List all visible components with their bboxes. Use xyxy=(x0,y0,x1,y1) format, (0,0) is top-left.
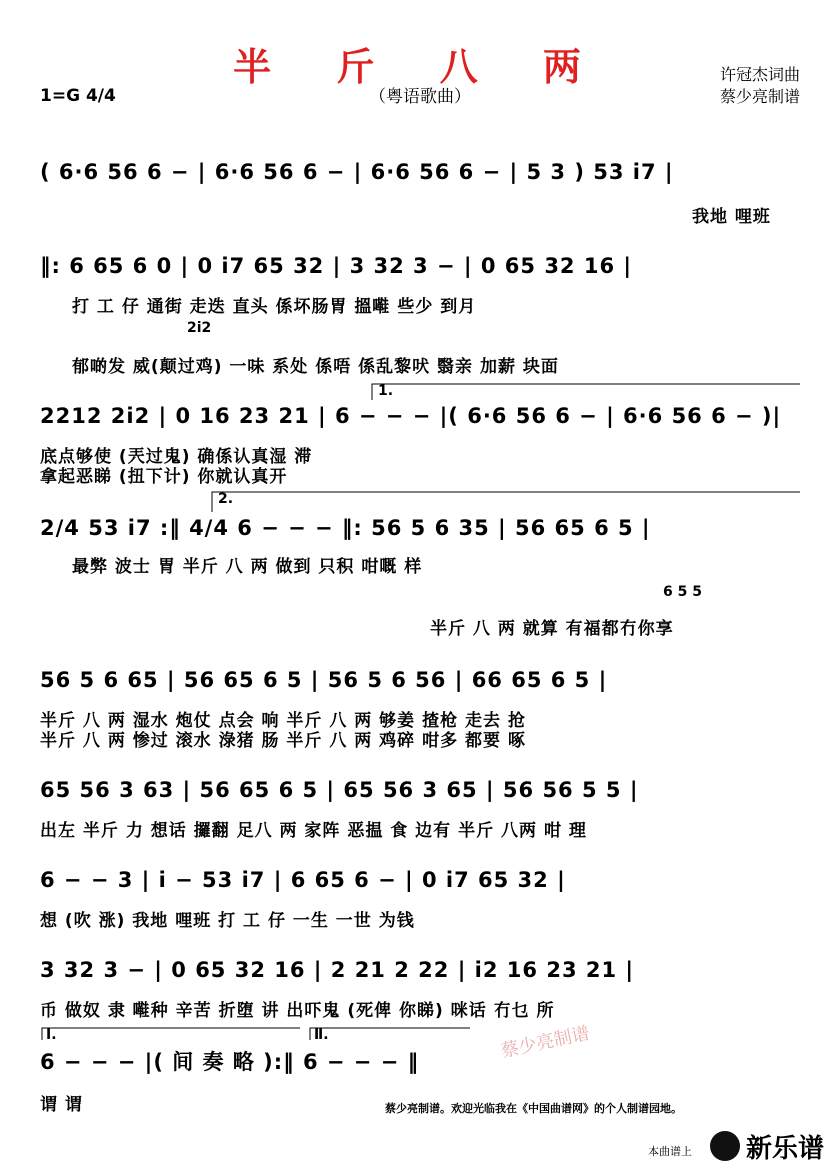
lyrics-line-2: 打 工 仔 通街 走迭 直头 係坏肠胃 搵嚡 些少 到月 xyxy=(72,297,477,317)
lyrics-line-4a: 底点够使 (兲过鬼) 确係认真湿 滞 xyxy=(40,447,313,467)
credit-score: 蔡少亮制谱 xyxy=(719,87,800,106)
notation-line-8: 65 56 3 63 | 56 65 6 5 | 65 56 3 65 | 56 56 5 5 | xyxy=(40,778,639,802)
lyrics-line-7a: 半斤 八 两 湿水 炮仗 点会 响 半斤 八 两 够姜 揸枪 走去 抢 xyxy=(40,711,526,731)
volta-label-2: 2. xyxy=(218,491,234,507)
key-signature: 1=G 4/4 xyxy=(40,86,116,106)
brand-prefix: 本曲谱上 xyxy=(648,1145,692,1158)
grace-notes-6: 6 5 5 xyxy=(663,584,702,600)
volta-bracket-i xyxy=(42,1028,300,1040)
lyrics-line-11: 谓 谓 xyxy=(40,1095,83,1115)
lyrics-line-5: 最弊 波士 胃 半斤 八 两 做到 只积 咁嘅 样 xyxy=(72,557,423,577)
lyrics-line-3: 郁啲发 威(颠过鸡) 一味 系处 係唔 係乱黎吠 翳亲 加薪 块面 xyxy=(72,357,559,377)
notation-line-5: 2/4 53 i7 :‖ 4/4 6 − − − ‖: 56 5 6 35 | 56 65 6 5 | xyxy=(40,516,651,540)
grace-notes-3: 2i2 xyxy=(187,320,212,336)
lyrics-line-6: 半斤 八 两 就算 有福都冇你享 xyxy=(430,619,674,639)
volta-label-1: 1. xyxy=(378,383,394,399)
watermark: 蔡少亮制谱 xyxy=(499,1022,592,1063)
song-title: 半 斤 八 两 xyxy=(233,44,607,89)
volta-bracket-ii xyxy=(310,1028,470,1040)
lyrics-line-10: 币 做奴 隶 嚡种 辛苦 折堕 讲 出吓鬼 (死俾 你睇) 咪话 冇乜 所 xyxy=(40,1001,555,1021)
notation-line-4: 2212 2i2 | 0 16 23 21 | 6 − − − |( 6·6 56 6 − | 6·6 56 6 − )| xyxy=(40,404,782,428)
volta-bracket-2 xyxy=(212,492,800,512)
notation-line-9: 6 − − 3 | i − 53 i7 | 6 65 6 − | 0 i7 65 32 | xyxy=(40,868,566,892)
volta-bracket-1 xyxy=(372,384,800,400)
lyrics-line-8: 出左 半斤 力 想话 攞翻 足八 两 家阵 恶揾 食 边有 半斤 八两 咁 理 xyxy=(40,821,587,841)
notation-line-1: ( 6·6 56 6 − | 6·6 56 6 − | 6·6 56 6 − | 5 3 ) 53 i7 | xyxy=(40,160,674,184)
song-subtitle: （粤语歌曲） xyxy=(369,87,471,107)
notation-line-10: 3 32 3 − | 0 65 32 16 | 2 21 2 22 | i2 16 23 21 | xyxy=(40,958,635,982)
notation-line-7: 56 5 6 65 | 56 65 6 5 | 56 5 6 56 | 66 65 6 5 | xyxy=(40,668,608,692)
lyrics-line-1: 我地 哩班 xyxy=(692,207,771,227)
volta-label-ii: Ⅱ. xyxy=(314,1027,329,1043)
notation-line-2: ‖: 6 65 6 0 | 0 i7 65 32 | 3 32 3 − | 0 65 32 16 | xyxy=(40,254,633,278)
lyrics-line-7b: 半斤 八 两 惨过 滚水 淥猪 肠 半斤 八 两 鸡碎 咁多 都要 啄 xyxy=(40,731,526,751)
credit-lyrics: 许冠杰词曲 xyxy=(719,65,800,84)
volta-label-i: Ⅰ. xyxy=(46,1027,57,1043)
lyrics-line-9: 想 (吹 涨) 我地 哩班 打 工 仔 一生 一世 为钱 xyxy=(40,911,415,931)
lyrics-line-4b: 拿起恶睇 (扭下计) 你就认真开 xyxy=(40,467,288,487)
vinyl-record-icon xyxy=(710,1131,740,1161)
footer-note: 蔡少亮制谱。欢迎光临我在《中国曲谱网》的个人制谱园地。 xyxy=(385,1102,682,1115)
notation-line-11: 6 − − − |( 间 奏 略 ):‖ 6 − − − ‖ xyxy=(40,1050,420,1074)
brand-name: 新乐谱 xyxy=(746,1134,825,1164)
